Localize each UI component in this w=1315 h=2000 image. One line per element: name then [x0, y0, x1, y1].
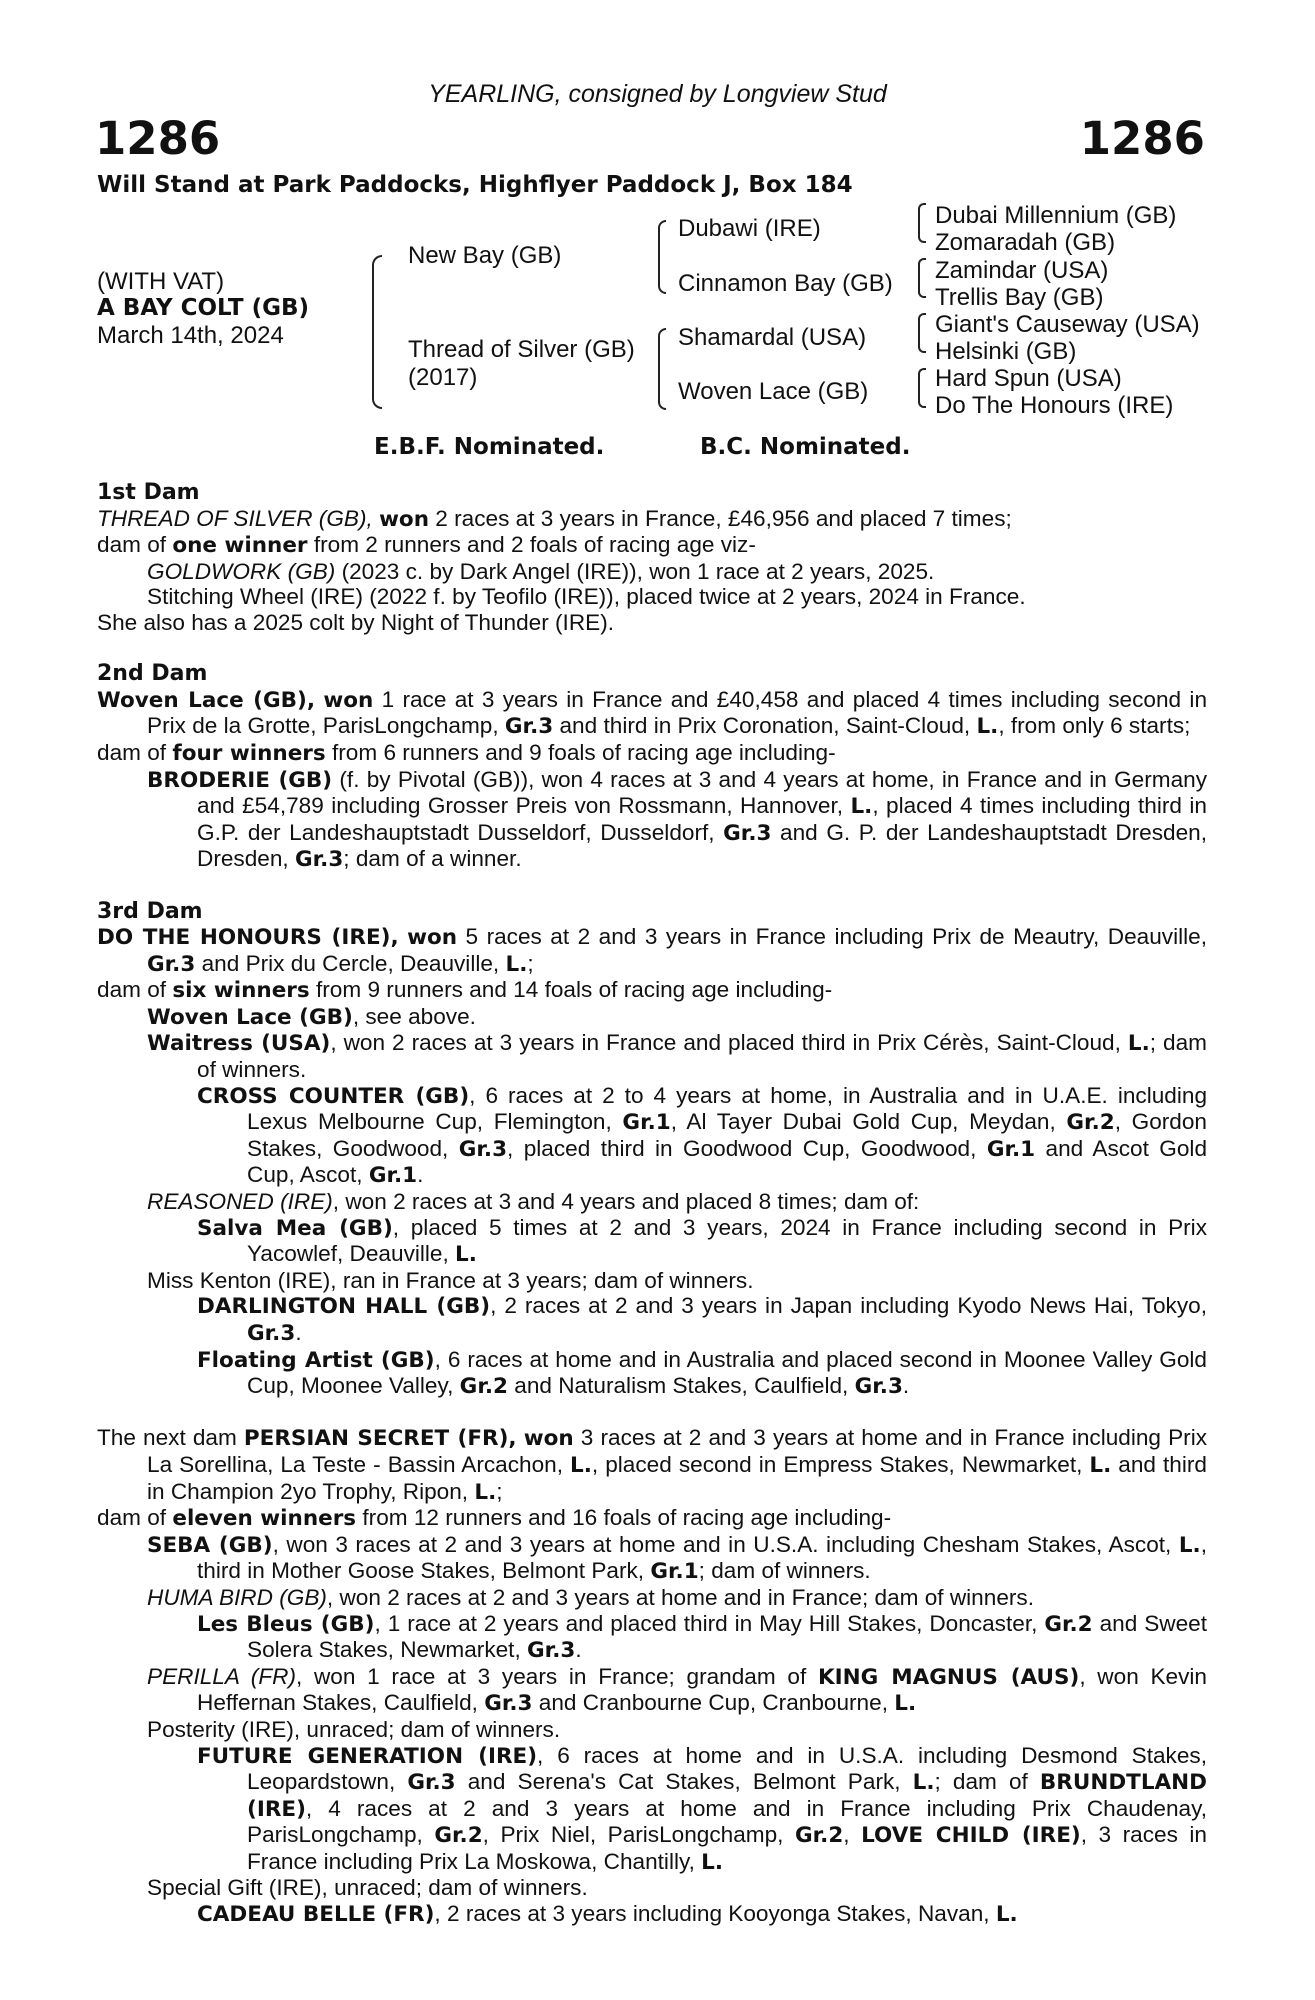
third-dam-produce-e: Salva Mea (GB), placed 5 times at 2 and 3 years, 2024 in France including second in Prix Yacowlef, Deauville, L. — [197, 1214, 1207, 1268]
ped-ss-sire: Dubai Millennium (GB) — [935, 202, 1177, 229]
next-dam-produce-e: Posterity (IRE), unraced; dam of winners. — [147, 1716, 561, 1742]
ped-dam-dam: Woven Lace (GB) — [678, 378, 869, 405]
brace-dam-parents — [658, 328, 666, 410]
ped-ss-dam: Zomaradah (GB) — [935, 229, 1116, 256]
ped-dam-year: (2017) — [408, 364, 478, 391]
first-dam-record: THREAD OF SILVER (GB), won 2 races at 3 years in France, £46,956 and placed 7 times; — [97, 505, 1012, 532]
next-dam-produce-h: CADEAU BELLE (FR), 2 races at 3 years including Kooyonga Stakes, Navan, L. — [197, 1901, 1018, 1928]
next-dam-record: The next dam PERSIAN SECRET (FR), won 3 races at 2 and 3 years at home and in France including Prix La Sorellina, La Teste - Bassin Arcachon, L., placed second in Empress Stakes, Newmarket, L. and third in Champion 2yo Trophy, Ripon, L.; — [97, 1425, 1208, 1505]
consignor-line: YEARLING, consigned by Longview Stud — [428, 80, 887, 108]
third-dam-produce-d: REASONED (IRE), won 2 races at 3 and 4 years and placed 8 times; dam of: — [147, 1189, 920, 1215]
ped-dd-sire: Hard Spun (USA) — [935, 365, 1122, 392]
brace-parents — [372, 255, 382, 409]
second-dam-heading: 2nd Dam — [97, 661, 208, 687]
ped-dam: Thread of Silver (GB) — [408, 336, 635, 363]
vat-note: (WITH VAT) — [97, 268, 225, 295]
brace-g1 — [918, 203, 926, 243]
first-dam-name: THREAD OF SILVER (GB), — [97, 505, 373, 531]
ped-ds-dam: Helsinki (GB) — [935, 338, 1077, 365]
stand-location: Will Stand at Park Paddocks, Highflyer Paddock J, Box 184 — [97, 172, 853, 198]
first-dam-produce-line: dam of one winner from 2 runners and 2 foals of racing age viz- — [97, 532, 756, 559]
family-notes — [97, 480, 1207, 1928]
third-dam-produce-h: Floating Artist (GB), 6 races at home and in Australia and placed second in Moonee Valley Gold Cup, Moonee Valley, Gr.2 and Naturalism Stakes, Caulfield, Gr.3. — [197, 1346, 1207, 1400]
third-dam-heading: 3rd Dam — [97, 898, 203, 924]
first-dam-also: She also has a 2025 colt by Night of Thunder (IRE). — [97, 609, 615, 635]
ped-ds-sire: Giant's Causeway (USA) — [935, 311, 1200, 338]
second-dam-produce-line: dam of four winners from 6 runners and 9 foals of racing age including- — [97, 739, 836, 766]
next-dam-produce-f: FUTURE GENERATION (IRE), 6 races at home and in U.S.A. including Desmond Stakes, Leopardstown, Gr.3 and Serena's Cat Stakes, Belmont Park, L.; dam of BRUNDTLAND (IRE), 4 races at 2 and 3 years at home and in France including Prix Chaudenay, ParisLongchamp, Gr.2, Prix Niel, ParisLongchamp, Gr.2, LOVE CHILD (IRE), 3 races in France including Prix La Moskowa, Chantilly, L. — [197, 1742, 1208, 1875]
third-dam-produce-b: Waitress (USA), won 2 races at 3 years in France and placed third in Prix Cérès, Saint-Cloud, L.; dam of winners. — [147, 1030, 1208, 1083]
next-dam-produce-d: PERILLA (FR), won 1 race at 3 years in France; grandam of KING MAGNUS (AUS), won Kevin Heffernan Stakes, Caulfield, Gr.3 and Cranbourne Cup, Cranbourne, L. — [147, 1663, 1207, 1717]
third-dam-produce-a: Woven Lace (GB), see above. — [147, 1003, 476, 1030]
first-dam-heading: 1st Dam — [97, 480, 200, 505]
third-dam-produce-f: Miss Kenton (IRE), ran in France at 3 years; dam of winners. — [147, 1267, 754, 1293]
bc-nominated: B.C. Nominated. — [700, 434, 911, 460]
ped-sd-sire: Zamindar (USA) — [935, 257, 1109, 284]
second-dam-record: Woven Lace (GB), won 1 race at 3 years in France and £40,458 and placed 4 times including second in Prix de la Grotte, ParisLongchamp, Gr.3 and third in Prix Coronation, Saint-Cloud, L., from only 6 starts; — [97, 686, 1208, 740]
ped-sire-sire: Dubawi (IRE) — [678, 215, 821, 242]
first-dam-produce-1: GOLDWORK (GB) (2023 c. by Dark Angel (IRE)), won 1 race at 2 years, 2025. — [147, 558, 935, 584]
third-dam-record: DO THE HONOURS (IRE), won 5 races at 2 and 3 years in France including Prix de Meautry, Deauville, Gr.3 and Prix du Cercle, Deauville, L.; — [97, 924, 1208, 977]
next-dam-produce-b: HUMA BIRD (GB), won 2 races at 2 and 3 years at home and in France; dam of winners. — [147, 1584, 1034, 1610]
next-dam-produce-a: SEBA (GB), won 3 races at 2 and 3 years at home and in U.S.A. including Chesham Stakes, Ascot, L., third in Mother Goose Stakes, Belmont Park, Gr.1; dam of winners. — [147, 1531, 1207, 1585]
brace-g2 — [918, 258, 926, 298]
first-dam-produce-2: Stitching Wheel (IRE) (2022 f. by Teofilo (IRE)), placed twice at 2 years, 2024 in France. — [147, 584, 1026, 610]
lot-number-right: 1286 — [1079, 112, 1205, 165]
horse-name: A BAY COLT (GB) — [97, 295, 310, 321]
next-dam-produce-g: Special Gift (IRE), unraced; dam of winners. — [147, 1875, 588, 1901]
ped-dd-dam: Do The Honours (IRE) — [935, 392, 1174, 419]
third-dam-produce-line: dam of six winners from 9 runners and 14 foals of racing age including- — [97, 977, 833, 1004]
third-dam-produce-c: CROSS COUNTER (GB), 6 races at 2 to 4 years at home, in Australia and in U.A.E. including Lexus Melbourne Cup, Flemington, Gr.1, Al Tayer Dubai Gold Cup, Meydan, Gr.2, Gordon Stakes, Goodwood, Gr.3, placed third in Goodwood Cup, Goodwood, Gr.1 and Ascot Gold Cup, Ascot, Gr.1. — [197, 1082, 1208, 1189]
third-dam-produce-g: DARLINGTON HALL (GB), 2 races at 2 and 3 years in Japan including Kyodo News Hai, Tokyo, Gr.3. — [197, 1293, 1207, 1346]
horse-dob: March 14th, 2024 — [97, 322, 284, 349]
brace-g3 — [918, 313, 926, 353]
brace-g4 — [918, 368, 926, 408]
next-dam-produce-line: dam of eleven winners from 12 runners and 16 foals of racing age including- — [97, 1505, 892, 1532]
brace-sire-parents — [658, 220, 666, 294]
ped-sd-dam: Trellis Bay (GB) — [935, 284, 1104, 311]
ped-sire-dam: Cinnamon Bay (GB) — [678, 270, 893, 297]
next-dam-produce-c: Les Bleus (GB), 1 race at 2 years and placed third in May Hill Stakes, Doncaster, Gr.2 and Sweet Solera Stakes, Newmarket, Gr.3. — [197, 1610, 1207, 1664]
lot-number-left: 1286 — [95, 112, 221, 165]
second-dam-produce-1: BRODERIE (GB) (f. by Pivotal (GB)), won 4 races at 3 and 4 years at home, in France and in Germany and £54,789 including Grosser Preis von Rossmann, Hannover, L., placed 4 times including third in G.P. der Landeshauptstadt Dusseldorf, Dusseldorf, Gr.3 and G. P. der Landeshauptstadt Dresden, Dresden, Gr.3; dam of a winner. — [147, 766, 1208, 873]
ped-dam-sire: Shamardal (USA) — [678, 324, 867, 351]
ebf-nominated: E.B.F. Nominated. — [374, 434, 605, 460]
ped-sire: New Bay (GB) — [408, 242, 562, 269]
